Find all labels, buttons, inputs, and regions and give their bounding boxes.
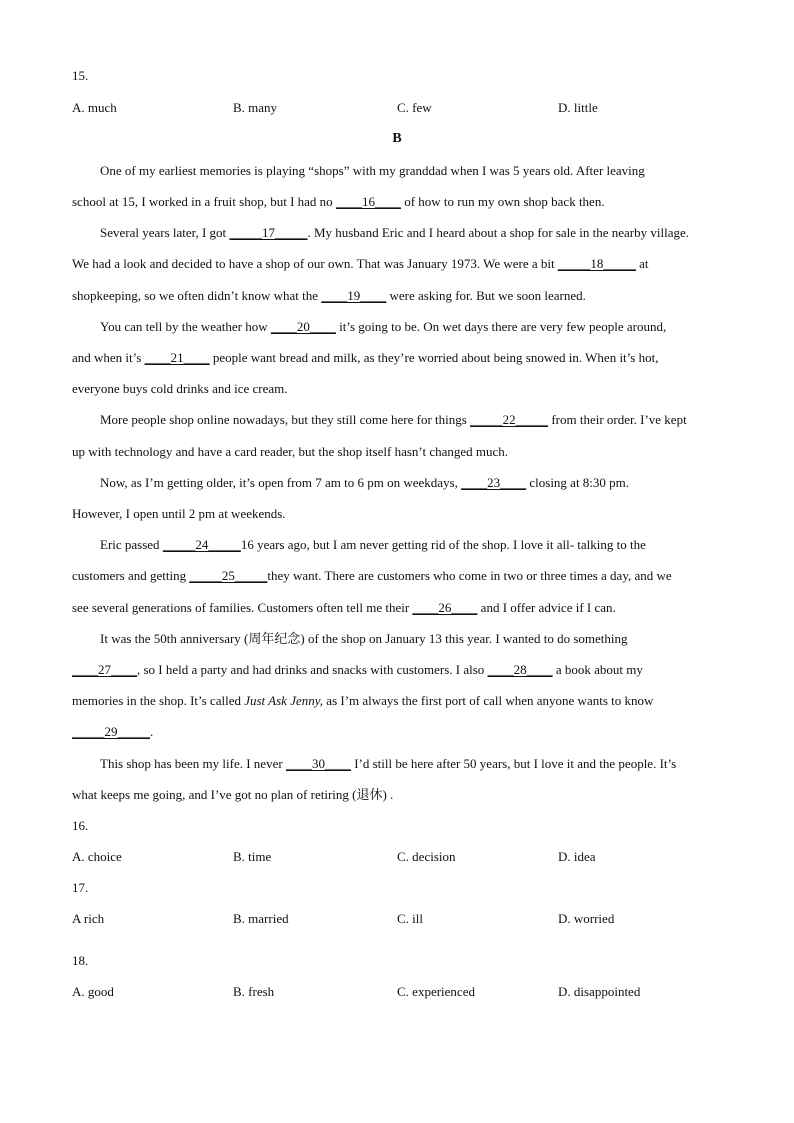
- passage-line: [72, 350, 658, 366]
- passage-line: One of my earliest memories is playing “shops” with my granddad when I was 5 years old. After leaving: [100, 163, 645, 178]
- blank-29: _____29_____: [72, 724, 150, 739]
- passage-line: [72, 662, 643, 678]
- passage-text: 16 years ago, but I am never getting rid of the shop. I love it all- talking to the: [240, 537, 646, 552]
- passage-line: [72, 693, 653, 709]
- passage-line: up with technology and have a card reader, but the shop itself hasn’t changed much.: [72, 444, 509, 459]
- passage-line: what keeps me going, and I’ve got no plan of retiring (退休) .: [72, 787, 394, 802]
- passage-text: More people shop online nowadays, but they still come here for things: [100, 412, 471, 427]
- passage-text: We had a look and decided to have a shop of our own. That was January 1973. We were a bit: [72, 256, 558, 271]
- q18-option-d: D. disappointed: [558, 984, 641, 999]
- passage-text: Now, as I’m getting older, it’s open from 7 am to 6 pm on weekdays,: [100, 475, 462, 490]
- q16-option-c: C. decision: [397, 849, 456, 864]
- q17-option-b: B. married: [233, 911, 289, 926]
- q15-option-c: C. few: [397, 100, 432, 115]
- passage-line: [72, 568, 672, 584]
- question-16-number: 16.: [72, 818, 89, 833]
- passage-line: [72, 256, 649, 272]
- blank-19: ____19____: [321, 288, 387, 303]
- q16-option-b: B. time: [233, 849, 272, 864]
- passage-text: Several years later, I got: [100, 225, 230, 240]
- passage-text: .: [150, 724, 154, 739]
- blank-21: ____21____: [144, 350, 210, 365]
- passage-line: It was the 50th anniversary (周年纪念) of the shop on January 13 this year. I wanted to do something: [100, 631, 628, 646]
- blank-22: _____22_____: [470, 412, 549, 427]
- q18-option-b: B. fresh: [233, 984, 275, 999]
- passage-text: at: [635, 256, 649, 271]
- q15-option-b: B. many: [233, 100, 278, 115]
- blank-27: ____27____: [72, 662, 137, 677]
- passage-line: [100, 319, 666, 335]
- passage-text: You can tell by the weather how: [100, 319, 271, 334]
- blank-24: _____24_____: [162, 537, 241, 552]
- blank-26: ____26____: [412, 600, 478, 615]
- passage-text: they want. There are customers who come in two or three times a day, and we: [267, 568, 672, 583]
- q17-option-d: D. worried: [558, 911, 615, 926]
- q16-option-a: A. choice: [72, 849, 122, 864]
- passage-line: [100, 225, 689, 241]
- question-15-number: 15.: [72, 68, 89, 83]
- passage-text: shopkeeping, so we often didn’t know what the: [72, 288, 322, 303]
- section-heading: B: [392, 131, 402, 146]
- blank-25: _____25_____: [189, 568, 268, 583]
- blank-18: _____18_____: [557, 256, 636, 271]
- blank-28: ____28____: [487, 662, 553, 677]
- passage-line: However, I open until 2 pm at weekends.: [72, 506, 286, 521]
- blank-30: ____30____: [285, 756, 351, 771]
- book-title: Just Ask Jenny,: [244, 693, 324, 708]
- q18-option-a: A. good: [72, 984, 114, 999]
- q16-option-d: D. idea: [558, 849, 596, 864]
- passage-text: were asking for. But we soon learned.: [386, 288, 586, 303]
- passage-line: [100, 475, 629, 491]
- passage-line: [72, 288, 586, 304]
- passage-text: see several generations of families. Customers often tell me their: [72, 600, 413, 615]
- blank-16: ____16____: [335, 194, 401, 209]
- q15-option-d: D. little: [558, 100, 598, 115]
- passage-text: as I’m always the first port of call when anyone wants to know: [323, 693, 654, 708]
- passage-line: [72, 600, 616, 616]
- passage-text: school at 15, I worked in a fruit shop, but I had no: [72, 194, 336, 209]
- passage-text: . My husband Eric and I heard about a shop for sale in the nearby village.: [307, 225, 690, 240]
- passage-text: closing at 8:30 pm.: [526, 475, 630, 490]
- blank-20: ____20____: [270, 319, 336, 334]
- blank-23: ____23____: [461, 475, 527, 490]
- q18-option-c: C. experienced: [397, 984, 475, 999]
- passage-text: a book about my: [552, 662, 643, 677]
- passage-text: and when it’s: [72, 350, 145, 365]
- passage-text: I’d still be here after 50 years, but I love it and the people. It’s: [350, 756, 677, 771]
- passage-line: [72, 194, 605, 210]
- question-18-number: 18.: [72, 953, 89, 968]
- question-17-number: 17.: [72, 880, 89, 895]
- passage-text: and I offer advice if I can.: [477, 600, 616, 615]
- passage-line: [72, 724, 153, 740]
- passage-line: [100, 756, 676, 772]
- passage-line: [100, 537, 646, 553]
- passage-text: of how to run my own shop back then.: [400, 194, 605, 209]
- passage-text: , so I held a party and had drinks and snacks with customers. I also: [137, 662, 488, 677]
- q17-option-a: A rich: [72, 911, 105, 926]
- passage-text: Eric passed: [100, 537, 163, 552]
- passage-text: people want bread and milk, as they’re worried about being snowed in. When it’s hot,: [209, 350, 659, 365]
- passage-line: [100, 412, 687, 428]
- passage-text: it’s going to be. On wet days there are very few people around,: [335, 319, 667, 334]
- blank-17: _____17_____: [229, 225, 308, 240]
- passage-text: This shop has been my life. I never: [100, 756, 286, 771]
- q17-option-c: C. ill: [397, 911, 424, 926]
- passage-text: customers and getting: [72, 568, 190, 583]
- q15-option-a: A. much: [72, 100, 117, 115]
- passage-line: everyone buys cold drinks and ice cream.: [72, 381, 288, 396]
- passage-text: memories in the shop. It’s called: [72, 693, 245, 708]
- passage-text: from their order. I’ve kept: [548, 412, 687, 427]
